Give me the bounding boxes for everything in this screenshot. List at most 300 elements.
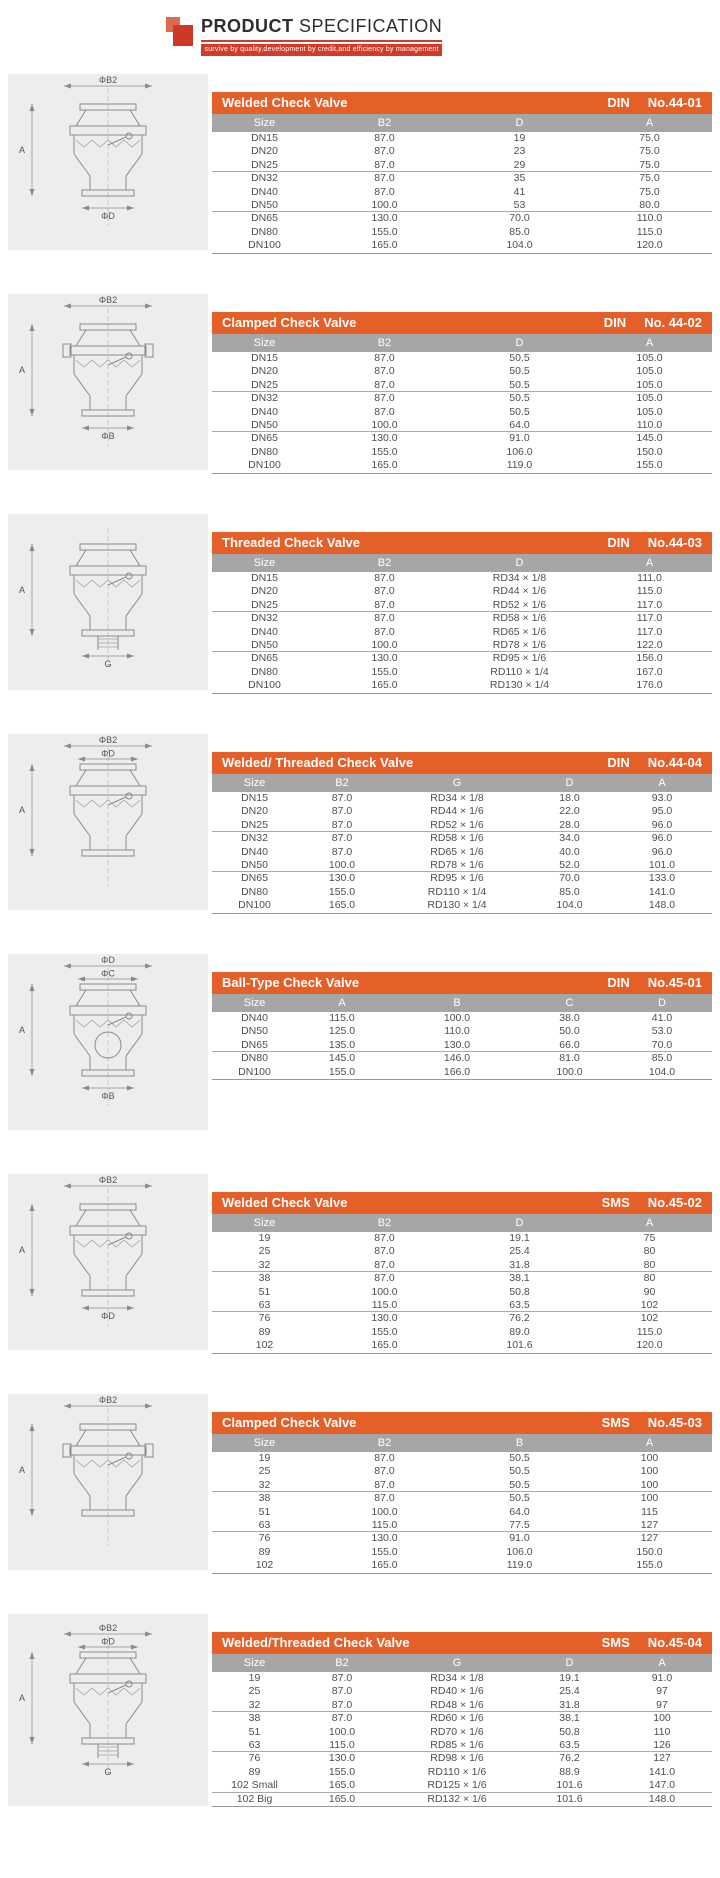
table-cell: RD52 × 1/6	[430, 818, 484, 831]
table-row	[212, 352, 712, 365]
table-cell: 100	[640, 1478, 659, 1491]
column-header: A	[645, 557, 654, 569]
table-cell: 75.0	[639, 172, 660, 185]
table-cell: 100.0	[328, 1725, 356, 1738]
table-cell: RD52 × 1/6	[492, 598, 547, 611]
table-cell: DN50	[241, 858, 268, 871]
table-cell: 64.0	[509, 418, 530, 431]
dim-label-bottom: ΦD	[101, 211, 115, 221]
column-header: Size	[243, 1657, 266, 1669]
table-cell: 102	[255, 1339, 274, 1352]
table-cell: 87.0	[331, 832, 353, 845]
table-cell: 31.8	[559, 1698, 580, 1711]
table-cell: 95.0	[651, 805, 673, 818]
table-cell: 89	[258, 1545, 271, 1558]
table-cell: 101.6	[556, 1792, 583, 1805]
standard-code: No. 44-02	[644, 315, 702, 330]
standard-block	[602, 1635, 702, 1650]
table-cell: 87.0	[331, 1685, 353, 1698]
dim-label-left: A	[19, 805, 26, 815]
table-cell: 80	[643, 1258, 656, 1271]
dim-label-bottom: ΦB	[101, 1091, 115, 1101]
table-row	[212, 406, 712, 419]
valve-drawing	[8, 1174, 208, 1350]
table-cell: DN50	[251, 418, 278, 431]
standard-label: DIN	[607, 755, 630, 770]
table-cell: 117.0	[636, 598, 663, 611]
table-row	[212, 1232, 712, 1245]
standard-block	[607, 535, 702, 550]
table-cell: RD58 × 1/6	[430, 832, 484, 845]
table-cell: 87.0	[374, 1452, 395, 1464]
table-row	[212, 212, 712, 225]
table-cell: 127	[640, 1518, 659, 1531]
table-cell: 111.0	[637, 572, 662, 584]
valve-drawing	[8, 294, 208, 470]
dim-label-left: A	[19, 365, 26, 375]
table-cell: 70.0	[509, 212, 530, 225]
table-cell: 102 Small	[231, 1779, 278, 1792]
table-cell: DN40	[251, 625, 278, 638]
logo-square-front	[173, 25, 193, 46]
dim-label-top2: ΦC	[101, 968, 115, 979]
standard-code: No.44-04	[647, 755, 702, 770]
standard-label: DIN	[607, 975, 630, 990]
table-cell: RD34 × 1/8	[492, 572, 547, 584]
table-cell: 29	[513, 158, 526, 171]
table-cell: 135.0	[328, 1038, 356, 1051]
table-title-bar	[212, 972, 712, 994]
table-row	[212, 585, 712, 598]
table-row	[212, 1532, 712, 1545]
table-cell: DN100	[248, 239, 281, 252]
table-cell: 50.5	[509, 1492, 530, 1505]
table-cell: 25	[258, 1245, 271, 1258]
table-cell: 38	[248, 1712, 261, 1725]
table-title-bar	[212, 1632, 712, 1654]
table-cell: 23	[513, 145, 526, 158]
column-header: D	[565, 777, 574, 789]
table-cell: 110	[653, 1725, 671, 1738]
table-cell: 141.0	[648, 885, 676, 898]
table-cell: 38.0	[559, 1012, 580, 1024]
table-cell: 87.0	[331, 1712, 353, 1725]
table-body	[212, 352, 712, 474]
table-cell: 87.0	[331, 805, 353, 818]
valve-diagram	[8, 1614, 208, 1806]
table-cell: 63	[248, 1738, 261, 1751]
table-cell: 89.0	[509, 1325, 530, 1338]
table-row	[212, 639, 712, 652]
table-title: Ball-Type Check Valve	[222, 975, 360, 990]
table-cell: 25.4	[509, 1245, 530, 1258]
table-cell: 130.0	[371, 212, 398, 225]
column-header-row	[212, 994, 712, 1012]
table-cell: DN15	[251, 132, 278, 144]
table-cell: 176.0	[636, 679, 663, 692]
table-cell: 53.0	[651, 1025, 673, 1038]
table-row	[212, 1312, 712, 1325]
table-cell: DN32	[251, 392, 278, 405]
table-cell: 100.0	[371, 1285, 398, 1298]
table-cell: 155.0	[328, 1765, 356, 1778]
dim-label-bottom: G	[104, 659, 112, 669]
table-cell: 87.0	[374, 378, 395, 391]
table-cell: 38	[258, 1492, 271, 1505]
table-cell: 165.0	[371, 459, 398, 472]
column-header: D	[515, 1217, 524, 1229]
table-cell: 117.0	[636, 625, 663, 638]
table-title-bar	[212, 1192, 712, 1214]
standard-label: DIN	[603, 315, 627, 330]
table-row	[212, 379, 712, 392]
column-header: A	[658, 777, 666, 789]
spec-table	[212, 752, 712, 914]
table-cell: 130.0	[328, 1752, 356, 1765]
table-row	[212, 419, 712, 432]
column-header: Size	[253, 1217, 276, 1229]
table-row	[212, 1685, 712, 1698]
table-cell: 155.0	[371, 1325, 398, 1338]
table-cell: 130.0	[443, 1038, 471, 1051]
table-body	[212, 1672, 712, 1807]
standard-code: No.45-04	[647, 1635, 702, 1650]
table-row	[212, 899, 712, 912]
table-body	[212, 792, 712, 914]
dim-label-top: ΦB2	[98, 75, 118, 85]
table-cell: 101.6	[556, 1779, 583, 1792]
table-cell: DN50	[251, 638, 278, 651]
table-row	[212, 1326, 712, 1339]
table-cell: 167.0	[636, 665, 663, 678]
table-cell: 63	[258, 1518, 271, 1531]
table-cell: 141.0	[648, 1765, 676, 1778]
table-row	[212, 226, 712, 239]
valve-section	[0, 294, 720, 470]
dim-label-left: A	[19, 1693, 26, 1703]
table-cell: DN80	[251, 225, 278, 238]
table-cell: 76.2	[509, 1312, 530, 1325]
table-cell: DN80	[241, 885, 268, 898]
table-row	[212, 1245, 712, 1258]
table-cell: DN15	[251, 352, 278, 364]
table-row	[212, 1779, 712, 1792]
table-cell: 70.0	[559, 872, 580, 885]
column-header: A	[658, 1657, 666, 1669]
dim-label-top2: ΦD	[101, 1636, 115, 1647]
table-cell: 87.0	[374, 612, 395, 625]
standard-block	[607, 975, 702, 990]
table-cell: 100.0	[371, 638, 398, 651]
table-cell: RD34 × 1/8	[430, 1672, 484, 1684]
column-header-row	[212, 1434, 712, 1452]
table-cell: 146.0	[443, 1052, 471, 1065]
table-row	[212, 1726, 712, 1739]
table-row	[212, 679, 712, 692]
table-cell: 19	[258, 1452, 271, 1464]
table-cell: 87.0	[374, 1478, 395, 1491]
table-cell: 75	[643, 1232, 656, 1244]
table-row	[212, 1452, 712, 1465]
table-cell: 100	[640, 1492, 659, 1505]
table-cell: 34.0	[559, 832, 580, 845]
column-header: B2	[377, 557, 392, 569]
column-header: B2	[377, 1437, 392, 1449]
table-cell: 87.0	[374, 1272, 395, 1285]
table-cell: 96.0	[651, 832, 673, 845]
table-cell: 106.0	[506, 1545, 533, 1558]
table-cell: 155.0	[371, 225, 398, 238]
table-cell: DN80	[241, 1052, 268, 1065]
valve-drawing	[8, 734, 208, 910]
page-title-rest: SPECIFICATION	[299, 16, 443, 36]
valve-section	[0, 1394, 720, 1570]
table-cell: 117.0	[636, 612, 663, 625]
table-cell: 87.0	[374, 365, 395, 378]
table-cell: 85.0	[651, 1052, 673, 1065]
table-cell: 87.0	[374, 132, 395, 144]
table-cell: 155.0	[371, 665, 398, 678]
table-title-bar	[212, 92, 712, 114]
dim-label-left: A	[19, 1245, 26, 1255]
table-row	[212, 1793, 712, 1806]
table-cell: 93.0	[651, 792, 673, 804]
table-cell: RD60 × 1/6	[430, 1712, 484, 1725]
table-cell: RD58 × 1/6	[492, 612, 547, 625]
table-cell: 76	[248, 1752, 261, 1765]
table-cell: 91.0	[651, 1672, 673, 1684]
table-cell: 155.0	[371, 445, 398, 458]
table-cell: RD48 × 1/6	[430, 1698, 484, 1711]
dim-label-top2: ΦD	[101, 748, 115, 759]
table-cell: 50.5	[509, 1465, 530, 1478]
standard-code: No.45-02	[647, 1195, 702, 1210]
table-cell: RD78 × 1/6	[430, 858, 484, 871]
column-header: B2	[377, 337, 392, 349]
table-row	[212, 1672, 712, 1685]
standard-label: SMS	[601, 1635, 630, 1650]
dim-label-left: A	[19, 1465, 26, 1475]
table-row	[212, 132, 712, 145]
table-cell: RD130 × 1/4	[427, 899, 487, 912]
table-cell: 50.5	[509, 378, 530, 391]
table-row	[212, 1012, 712, 1025]
column-header: G	[452, 1657, 462, 1669]
table-cell: 51	[258, 1285, 271, 1298]
table-row	[212, 1546, 712, 1559]
table-row	[212, 159, 712, 172]
table-cell: 50.5	[509, 365, 530, 378]
table-title: Welded Check Valve	[222, 95, 348, 110]
table-cell: DN20	[251, 365, 278, 378]
table-row	[212, 1066, 712, 1079]
spec-table	[212, 1412, 712, 1574]
table-cell: 31.8	[509, 1258, 530, 1271]
table-cell: 115	[641, 1505, 658, 1518]
valve-diagram	[8, 734, 208, 910]
table-body	[212, 1012, 712, 1080]
table-cell: 106.0	[506, 445, 533, 458]
column-header: A	[338, 997, 346, 1009]
table-cell: 115.0	[636, 225, 663, 238]
table-cell: 104.0	[506, 239, 533, 252]
valve-diagram	[8, 514, 208, 690]
column-header: B	[453, 997, 461, 1009]
table-cell: 87.0	[374, 158, 395, 171]
table-cell: 85.0	[559, 885, 580, 898]
table-row	[212, 846, 712, 859]
valve-section	[0, 74, 720, 250]
table-cell: 150.0	[636, 1545, 663, 1558]
table-cell: 87.0	[374, 172, 395, 185]
table-row	[212, 1286, 712, 1299]
table-cell: 165.0	[371, 679, 398, 692]
table-cell: 89	[248, 1765, 261, 1778]
table-cell: 87.0	[374, 585, 395, 598]
column-header: D	[515, 557, 524, 569]
table-row	[212, 612, 712, 625]
valve-section	[0, 734, 720, 910]
table-cell: 150.0	[636, 445, 663, 458]
table-cell: 122.0	[636, 638, 663, 651]
column-header-row	[212, 114, 712, 132]
table-cell: 87.0	[374, 1232, 395, 1244]
table-row	[212, 1272, 712, 1285]
standard-label: DIN	[607, 535, 630, 550]
table-row	[212, 1739, 712, 1752]
dim-label-bottom: ΦB	[101, 431, 115, 441]
valve-diagram	[8, 74, 208, 250]
table-cell: 63	[258, 1298, 271, 1311]
table-cell: 77.5	[509, 1518, 530, 1531]
table-cell: 87.0	[331, 792, 353, 804]
table-row	[212, 392, 712, 405]
valve-section	[0, 1174, 720, 1350]
table-cell: 91.0	[509, 432, 530, 445]
table-cell: 87.0	[374, 572, 395, 584]
table-cell: 32	[258, 1258, 271, 1271]
table-cell: 19	[513, 132, 526, 144]
table-cell: 63.5	[559, 1738, 580, 1751]
table-title-bar	[212, 752, 712, 774]
table-cell: 100	[640, 1465, 659, 1478]
table-cell: 165.0	[328, 899, 356, 912]
table-cell: DN40	[241, 845, 268, 858]
table-cell: 25	[258, 1465, 271, 1478]
tagline: survive by quality,development by credit,and efficiency by management	[201, 44, 442, 56]
table-cell: 32	[248, 1698, 261, 1711]
table-cell: DN100	[238, 899, 271, 912]
table-cell: 80	[643, 1272, 656, 1285]
table-cell: 115.0	[636, 585, 663, 598]
spec-table	[212, 532, 712, 694]
table-cell: 87.0	[374, 405, 395, 418]
table-row	[212, 572, 712, 585]
table-row	[212, 666, 712, 679]
table-title-bar	[212, 1412, 712, 1434]
table-cell: 87.0	[331, 845, 353, 858]
table-cell: 100.0	[371, 418, 398, 431]
table-cell: 28.0	[559, 818, 580, 831]
table-cell: DN20	[251, 585, 278, 598]
table-row	[212, 1465, 712, 1478]
valve-diagram	[8, 954, 208, 1130]
table-cell: 85.0	[509, 225, 530, 238]
table-cell: 155.0	[328, 1065, 356, 1078]
valve-section	[0, 514, 720, 690]
table-cell: 115.0	[329, 1738, 355, 1751]
table-cell: 51	[258, 1505, 271, 1518]
table-cell: DN100	[248, 459, 281, 472]
table-cell: 51	[248, 1725, 261, 1738]
table-title: Welded Check Valve	[222, 1195, 348, 1210]
table-cell: DN20	[251, 145, 278, 158]
table-body	[212, 1232, 712, 1354]
table-cell: 145.0	[328, 1052, 356, 1065]
valve-diagram	[8, 1174, 208, 1350]
table-cell: 130.0	[371, 652, 398, 665]
table-cell: 80.0	[639, 198, 660, 211]
table-row	[212, 1492, 712, 1505]
table-row	[212, 1339, 712, 1352]
table-cell: 19	[248, 1672, 261, 1684]
page-title-bold: PRODUCT	[201, 16, 294, 36]
spec-table	[212, 312, 712, 474]
table-cell: 147.0	[648, 1779, 676, 1792]
table-row	[212, 859, 712, 872]
table-cell: 100.0	[371, 198, 398, 211]
spec-table	[212, 972, 712, 1080]
table-cell: DN65	[241, 872, 268, 885]
table-cell: RD44 × 1/6	[492, 585, 547, 598]
table-cell: 110.0	[444, 1025, 470, 1038]
table-cell: 87.0	[331, 818, 353, 831]
table-cell: 87.0	[374, 1245, 395, 1258]
column-header-row	[212, 1214, 712, 1232]
table-cell: RD125 × 1/6	[427, 1779, 487, 1792]
table-cell: DN25	[251, 598, 278, 611]
table-cell: 87.0	[331, 1698, 353, 1711]
table-cell: 126	[653, 1738, 671, 1751]
table-cell: RD34 × 1/8	[430, 792, 484, 804]
table-cell: 166.0	[443, 1065, 471, 1078]
table-cell: 90	[643, 1285, 656, 1298]
table-cell: 87.0	[374, 145, 395, 158]
column-header: D	[515, 117, 524, 129]
column-header: A	[645, 337, 654, 349]
column-header: B2	[335, 777, 349, 789]
valve-section	[0, 954, 720, 1130]
table-cell: 50.5	[509, 1452, 530, 1464]
table-cell: DN40	[251, 405, 278, 418]
table-cell: 102	[640, 1298, 659, 1311]
table-cell: 64.0	[509, 1505, 530, 1518]
dim-label-left: A	[19, 585, 26, 595]
column-header: D	[658, 997, 666, 1009]
table-cell: 81.0	[559, 1052, 580, 1065]
table-row	[212, 819, 712, 832]
table-cell: 19.1	[559, 1672, 580, 1684]
table-cell: 165.0	[371, 239, 398, 252]
column-header: G	[452, 777, 462, 789]
table-cell: DN65	[251, 652, 278, 665]
table-body	[212, 572, 712, 694]
standard-block	[607, 95, 702, 110]
table-cell: 87.0	[374, 392, 395, 405]
table-cell: DN25	[251, 378, 278, 391]
table-cell: RD95 × 1/6	[492, 652, 547, 665]
table-row	[212, 1299, 712, 1312]
